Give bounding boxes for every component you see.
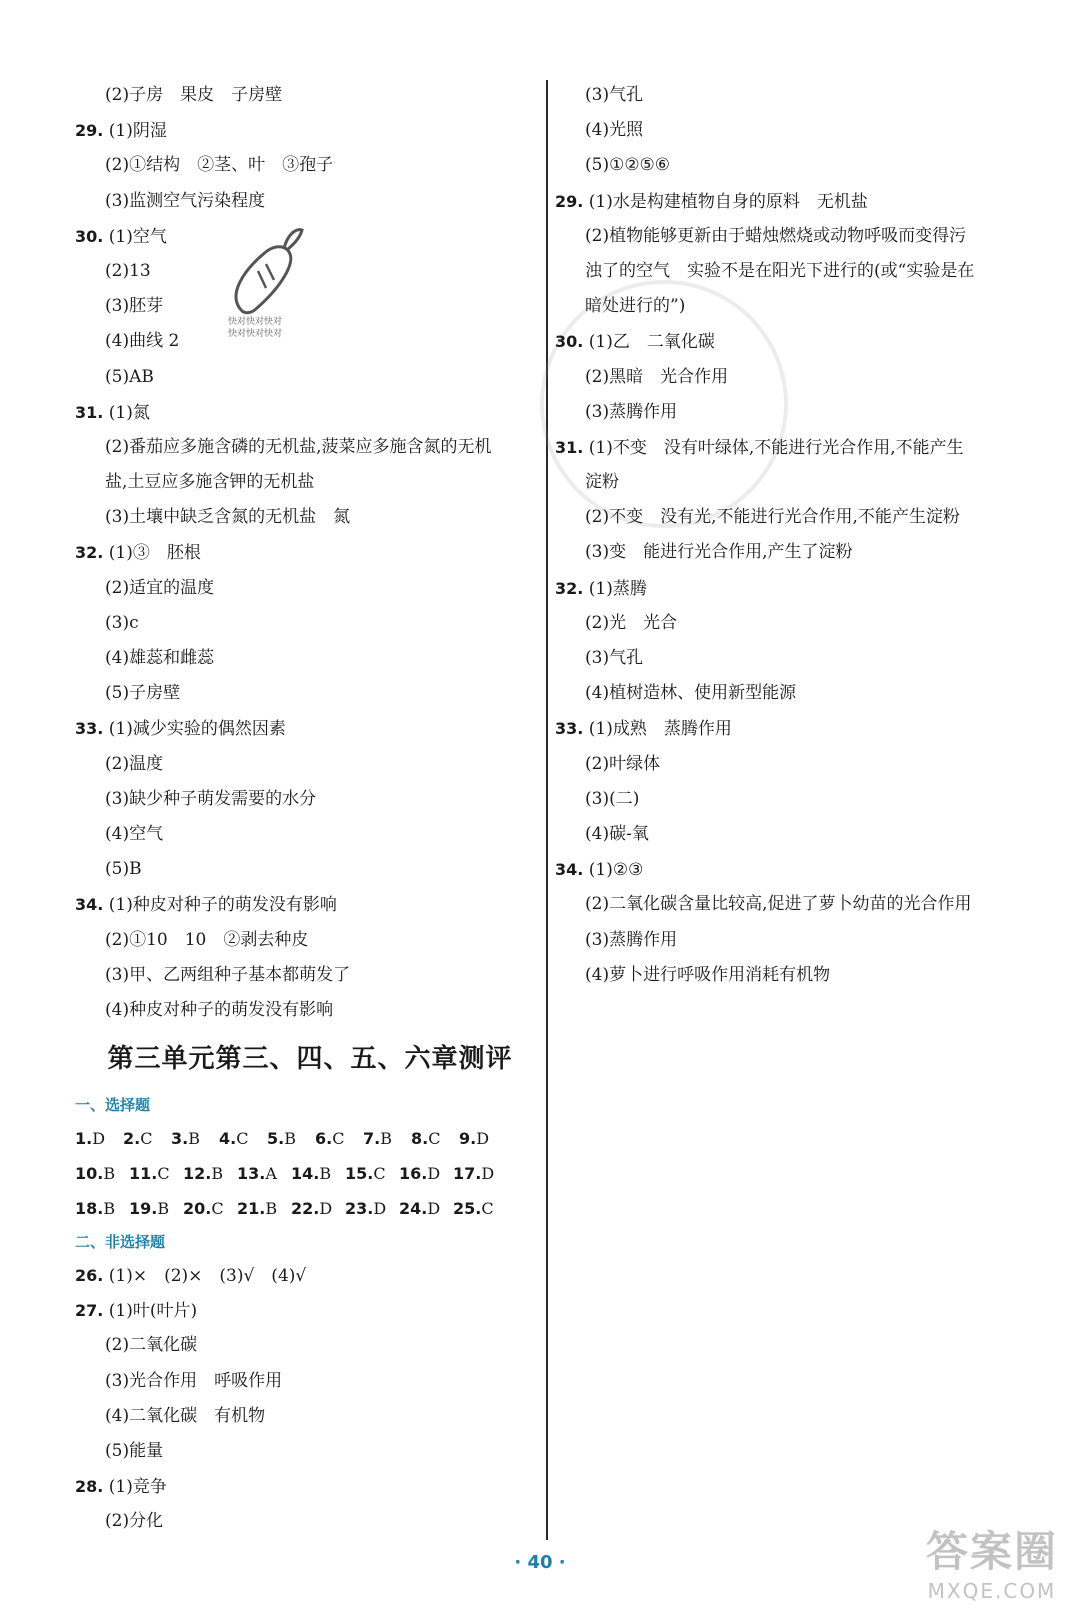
answer-text: (1)× (2)× (3)√ (4)√ [108, 1266, 307, 1287]
answer-line [555, 887, 1035, 922]
question-number: 29. [555, 191, 584, 211]
answer-text: (3)变 能进行光合作用,产生了淀粉 [585, 542, 853, 563]
answer-text: (2)叶绿体 [585, 753, 661, 774]
answer-line [75, 254, 545, 289]
choice-number: 8. [411, 1129, 429, 1149]
choice-answer [123, 1121, 171, 1156]
choice-number: 1. [75, 1129, 93, 1149]
choice-number: 9. [459, 1129, 477, 1149]
answer-text: (3)蒸腾作用 [585, 401, 678, 422]
multiple-choice-answers [75, 1121, 545, 1226]
answer-text: (5)AB [105, 366, 154, 387]
answer-text: (1)成熟 蒸腾作用 [588, 719, 732, 740]
answer-text: (4)植树造林、使用新型能源 [585, 683, 797, 704]
choice-row [75, 1121, 545, 1156]
answer-line [75, 958, 545, 993]
answer-line [75, 1293, 545, 1328]
choice-letter: C [332, 1129, 345, 1149]
left-answer-list-2 [75, 1258, 545, 1540]
answer-line [555, 676, 1035, 711]
choice-row [75, 1191, 545, 1226]
answer-line [555, 747, 1035, 782]
answer-text: (1)减少实验的偶然因素 [108, 719, 286, 740]
answer-line [75, 1504, 545, 1539]
choice-letter: B [188, 1129, 200, 1149]
choice-answer [291, 1191, 345, 1226]
question-number: 30. [75, 226, 104, 246]
answer-text: (2)子房 果皮 子房壁 [105, 85, 283, 105]
choice-number: 21. [237, 1199, 266, 1219]
answer-line [75, 324, 545, 359]
answer-line [555, 852, 1035, 887]
answer-text: (3)胚芽 [105, 296, 164, 317]
question-number: 28. [75, 1477, 104, 1497]
answer-text: (3)c [105, 612, 139, 633]
choice-letter: C [373, 1164, 386, 1184]
answer-text: (4)种皮对种子的萌发没有影响 [105, 999, 334, 1020]
choice-letter: D [319, 1199, 333, 1219]
choice-answer [453, 1191, 507, 1226]
answer-line [555, 219, 1035, 254]
answer-line [75, 887, 545, 922]
answer-line [555, 571, 1035, 606]
watermark-logo [926, 1519, 1058, 1603]
answer-line [75, 360, 545, 395]
answer-text: (4)光照 [585, 120, 644, 141]
answer-text: (1)竞争 [108, 1477, 167, 1498]
answer-text: (1)氮 [108, 402, 150, 423]
answer-text: 淀粉 [585, 472, 619, 493]
choice-letter: B [380, 1129, 392, 1149]
answer-text: (4)空气 [105, 823, 164, 844]
choice-number: 7. [363, 1129, 381, 1149]
question-number: 27. [75, 1301, 104, 1321]
answer-text: (1)种皮对种子的萌发没有影响 [108, 895, 337, 916]
choice-answer [453, 1156, 507, 1191]
answer-line [75, 993, 545, 1028]
answer-line [75, 571, 545, 606]
choice-letter: C [481, 1199, 494, 1219]
section-title: 第三单元第三、四、五、六章测评 [107, 1044, 513, 1075]
answer-text: (2)不变 没有光,不能进行光合作用,不能产生淀粉 [585, 507, 960, 528]
answer-line [75, 606, 545, 641]
choice-answer [75, 1156, 129, 1191]
choice-answer [399, 1191, 453, 1226]
question-number: 33. [75, 719, 104, 739]
answer-line [75, 1258, 545, 1293]
watermark-url: MXQE.COM [927, 1579, 1057, 1603]
choice-number: 10. [75, 1164, 104, 1184]
choice-number: 25. [453, 1199, 482, 1219]
choice-letter: B [157, 1199, 170, 1219]
answer-text: (2)温度 [105, 753, 164, 774]
answer-text: (2)二氧化碳 [105, 1335, 198, 1356]
answer-line [555, 923, 1035, 958]
choice-number: 2. [123, 1129, 141, 1149]
question-number: 34. [75, 895, 104, 915]
answer-line [75, 78, 545, 113]
answer-line [555, 817, 1035, 852]
answer-line [75, 923, 545, 958]
choice-number: 3. [171, 1129, 189, 1149]
answer-text: (4)萝卜进行呼吸作用消耗有机物 [585, 964, 831, 985]
answer-text: 暗处进行的”) [585, 296, 686, 317]
choice-answer [183, 1191, 237, 1226]
choice-answer [183, 1156, 237, 1191]
answer-line [555, 148, 1035, 183]
choice-answer [459, 1121, 507, 1156]
answer-line [75, 1434, 545, 1469]
choice-number: 6. [315, 1129, 333, 1149]
left-answer-list [75, 78, 545, 1028]
answer-line [555, 113, 1035, 148]
choice-letter: C [428, 1129, 441, 1149]
choice-number: 16. [399, 1164, 428, 1184]
choice-letter: B [103, 1164, 116, 1184]
choice-number: 19. [129, 1199, 158, 1219]
choice-answer [363, 1121, 411, 1156]
answer-line [75, 747, 545, 782]
answer-text: (5)B [105, 859, 142, 880]
answer-text: (3)气孔 [585, 648, 644, 668]
answer-text: (2)光 光合 [585, 612, 678, 633]
answer-line [75, 1364, 545, 1399]
choice-number: 11. [129, 1164, 158, 1184]
choice-letter: B [211, 1164, 224, 1184]
answer-line [75, 430, 545, 465]
choice-answer [75, 1121, 123, 1156]
answer-text: (1)不变 没有叶绿体,不能进行光合作用,不能产生 [588, 437, 964, 458]
choice-answer [411, 1121, 459, 1156]
choice-letter: B [284, 1129, 296, 1149]
choice-number: 17. [453, 1164, 482, 1184]
answer-line [555, 641, 1035, 676]
answer-text: (3)甲、乙两组种子基本都萌发了 [105, 964, 351, 985]
answer-line [75, 1328, 545, 1363]
choice-letter: B [319, 1164, 332, 1184]
choice-answer [345, 1191, 399, 1226]
left-column [75, 78, 545, 1540]
answer-text: (2)二氧化碳含量比较高,促进了萝卜幼苗的光合作用 [585, 894, 972, 915]
choice-number: 22. [291, 1199, 320, 1219]
answer-line [555, 606, 1035, 641]
question-number: 34. [555, 860, 584, 880]
question-number: 29. [75, 121, 104, 141]
section-heading-nonchoice: 二、非选择题 [75, 1233, 166, 1252]
doodle-caption-line: 快对快对快对 [228, 329, 283, 339]
answer-text: (2)分化 [105, 1511, 164, 1532]
answer-line [75, 395, 545, 430]
choice-answer [237, 1191, 291, 1226]
answer-text: (2)①结构 ②茎、叶 ③孢子 [105, 155, 334, 176]
choice-answer [171, 1121, 219, 1156]
answer-line [75, 535, 545, 570]
answer-text: (4)二氧化碳 有机物 [105, 1405, 266, 1426]
choice-letter: B [103, 1199, 116, 1219]
answer-text: 盐,土豆应多施含钾的无机盐 [105, 472, 315, 493]
choice-number: 12. [183, 1164, 212, 1184]
choice-answer [237, 1156, 291, 1191]
choice-letter: D [373, 1199, 387, 1219]
answer-text: (3)气孔 [585, 85, 644, 105]
choice-letter: C [140, 1129, 153, 1149]
answer-line [555, 430, 1035, 465]
answer-line [555, 395, 1035, 430]
choice-answer [129, 1156, 183, 1191]
choice-letter: C [211, 1199, 224, 1219]
question-number: 32. [75, 543, 104, 563]
choice-answer [75, 1191, 129, 1226]
answer-text: (1)②③ [588, 860, 644, 881]
choice-letter: D [476, 1129, 490, 1149]
answer-line [75, 184, 545, 219]
answer-line [75, 500, 545, 535]
answer-text: (1)蒸腾 [588, 578, 647, 599]
choice-row [75, 1156, 545, 1191]
answer-line [75, 1469, 545, 1504]
choice-letter: C [157, 1164, 170, 1184]
choice-answer [315, 1121, 363, 1156]
answer-line [555, 465, 1035, 500]
choice-answer [345, 1156, 399, 1191]
choice-number: 23. [345, 1199, 374, 1219]
answer-text: (3)(二) [585, 788, 640, 809]
answer-text: (3)土壤中缺乏含氮的无机盐 氮 [105, 507, 351, 528]
answer-line [75, 852, 545, 887]
answer-line [75, 113, 545, 148]
answer-line [555, 711, 1035, 746]
answer-text: (1)乙 二氧化碳 [588, 332, 715, 353]
choice-letter: D [92, 1129, 106, 1149]
answer-line [75, 711, 545, 746]
choice-number: 4. [219, 1129, 237, 1149]
answer-text: (2)适宜的温度 [105, 577, 215, 598]
question-number: 26. [75, 1266, 104, 1286]
answer-line [555, 78, 1035, 113]
answer-text: (2)13 [105, 260, 151, 281]
choice-letter: D [427, 1199, 441, 1219]
choice-answer [291, 1156, 345, 1191]
answer-text: (4)雄蕊和雌蕊 [105, 648, 215, 668]
answer-line [555, 535, 1035, 570]
choice-number: 24. [399, 1199, 428, 1219]
choice-letter: C [236, 1129, 249, 1149]
answer-line [75, 817, 545, 852]
choice-answer [129, 1191, 183, 1226]
right-column [555, 78, 1035, 993]
answer-text: (1)叶(叶片) [108, 1301, 198, 1322]
answer-line [555, 254, 1035, 289]
choice-number: 14. [291, 1164, 320, 1184]
answer-text: (1)空气 [108, 226, 167, 247]
answer-text: (1)③ 胚根 [108, 543, 201, 564]
answer-text: (5)子房壁 [105, 683, 181, 704]
answer-text: (5)能量 [105, 1441, 164, 1461]
answer-text: (2)黑暗 光合作用 [585, 366, 729, 387]
answer-line [75, 782, 545, 817]
choice-letter: B [265, 1199, 278, 1219]
answer-text: (3)蒸腾作用 [585, 929, 678, 950]
watermark-text: 答案圈 [925, 1527, 1058, 1576]
answer-text: (1)水是构建植物自身的原料 无机盐 [588, 191, 868, 212]
question-number: 32. [555, 578, 584, 598]
choice-number: 20. [183, 1199, 212, 1219]
section-heading-choice: 一、选择题 [75, 1096, 151, 1115]
answer-text: (2)①10 10 ②剥去种皮 [105, 929, 309, 950]
answer-line [555, 958, 1035, 993]
answer-text: 浊了的空气 实验不是在阳光下进行的(或“实验是在 [585, 260, 975, 281]
answer-text: (3)监测空气污染程度 [105, 190, 266, 211]
answer-line [75, 676, 545, 711]
answer-line [555, 289, 1035, 324]
choice-answer [219, 1121, 267, 1156]
answer-text: (4)碳-氧 [585, 823, 649, 844]
choice-number: 5. [267, 1129, 285, 1149]
answer-text: (3)光合作用 呼吸作用 [105, 1370, 283, 1391]
answer-line [75, 465, 545, 500]
choice-answer [399, 1156, 453, 1191]
answer-text: (2)番茄应多施含磷的无机盐,菠菜应多施含氮的无机 [105, 436, 492, 457]
choice-number: 13. [237, 1164, 266, 1184]
answer-line [75, 219, 545, 254]
right-answer-list [555, 78, 1035, 993]
choice-letter: D [481, 1164, 495, 1184]
answer-line [555, 500, 1035, 535]
answer-line [75, 289, 545, 324]
answer-text: (1)阴湿 [108, 121, 167, 142]
answer-text: (5)①②⑤⑥ [585, 155, 671, 176]
answer-line [75, 1399, 545, 1434]
choice-letter: D [427, 1164, 441, 1184]
choice-letter: A [265, 1164, 277, 1184]
question-number: 31. [555, 437, 584, 457]
answer-line [75, 641, 545, 676]
answer-text: (2)植物能够更新由于蜡烛燃烧或动物呼吸而变得污 [585, 225, 967, 246]
answer-line [555, 324, 1035, 359]
column-divider [546, 80, 548, 1540]
doodle-caption-line: 快对快对快对 [228, 317, 283, 327]
answer-line [555, 360, 1035, 395]
answer-line [555, 782, 1035, 817]
choice-number: 18. [75, 1199, 104, 1219]
question-number: 30. [555, 332, 584, 352]
answer-line [555, 184, 1035, 219]
answer-line [75, 148, 545, 183]
answer-text: (4)曲线 2 [105, 331, 180, 352]
choice-number: 15. [345, 1164, 374, 1184]
page-number: · 40 · [514, 1552, 566, 1573]
question-number: 33. [555, 719, 584, 739]
choice-answer [267, 1121, 315, 1156]
answer-text: (3)缺少种子萌发需要的水分 [105, 788, 317, 809]
question-number: 31. [75, 402, 104, 422]
